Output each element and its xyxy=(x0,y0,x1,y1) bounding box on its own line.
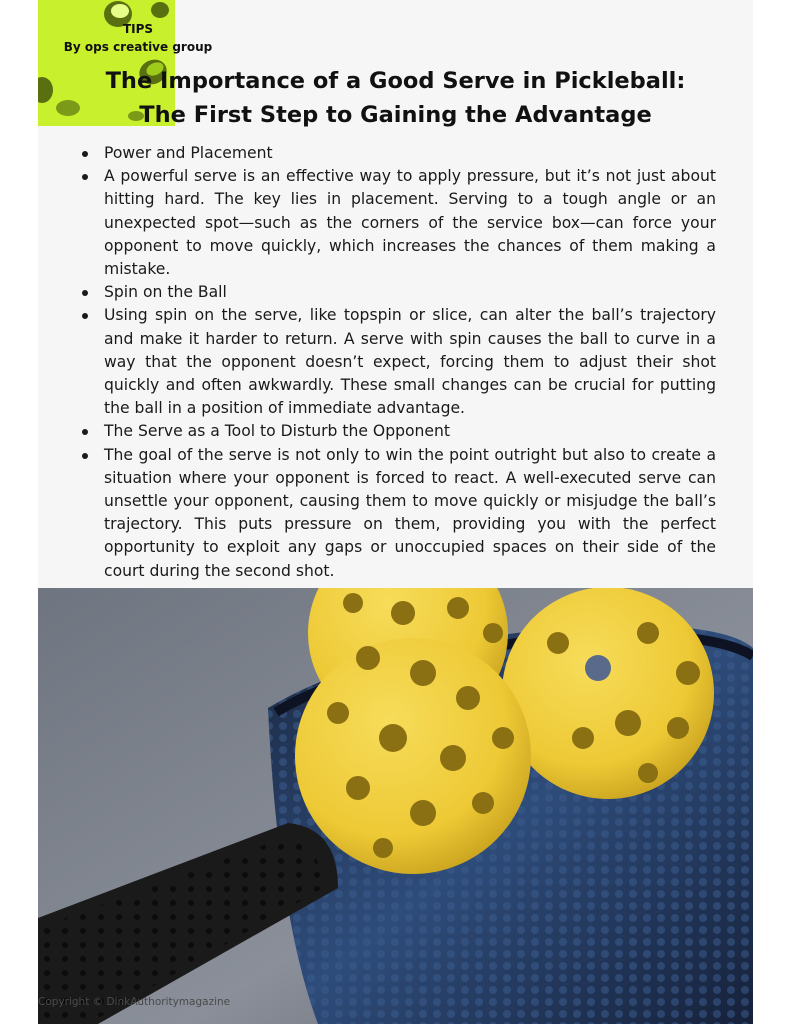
badge-author: By ops creative group xyxy=(63,40,213,54)
list-item: Using spin on the serve, like topspin or slice, can alter the ball’s trajectory and make it harder to return. A serve with spin causes the ball to curve in a way that the opponent doesn’t expect, forcing them to adjust their shot quickly and often awkwardly. These small changes can be crucial for putting the ball in a position of immediate advantage. xyxy=(104,304,716,420)
tips-list xyxy=(104,142,716,583)
badge-caption xyxy=(38,20,238,56)
page-title xyxy=(38,64,753,132)
list-item: The goal of the serve is not only to win the point outright but also to create a situation where your opponent is forced to react. A well-executed serve can unsettle your opponent, causing them to move quickly or misjudge the ball’s trajectory. This puts pressure on them, providing you with the perfect opportunity to exploit any gaps or unoccupied spaces on their side of the court during the second shot. xyxy=(104,444,716,583)
pickleball-photo xyxy=(38,588,753,1024)
title-line-1: The Importance of a Good Serve in Pickleball: xyxy=(105,68,686,94)
badge-label: TIPS xyxy=(122,22,154,36)
copyright-text: Copyright © DinkAuthoritymagazine xyxy=(38,996,231,1008)
list-item-heading: Power and Placement xyxy=(104,142,716,165)
list-item-heading: Spin on the Ball xyxy=(104,281,716,304)
pickleball-paddle-and-balls-image xyxy=(38,588,753,1024)
list-item-heading: The Serve as a Tool to Disturb the Opponent xyxy=(104,420,716,443)
list-item: A powerful serve is an effective way to apply pressure, but it’s not just about hitting hard. The key lies in placement. Serving to a tough angle or an unexpected spot—such as the corners of the service box—can force your opponent to move quickly, which increases the chances of them making a mistake. xyxy=(104,165,716,281)
title-line-2: The First Step to Gaining the Advantage xyxy=(139,102,652,128)
